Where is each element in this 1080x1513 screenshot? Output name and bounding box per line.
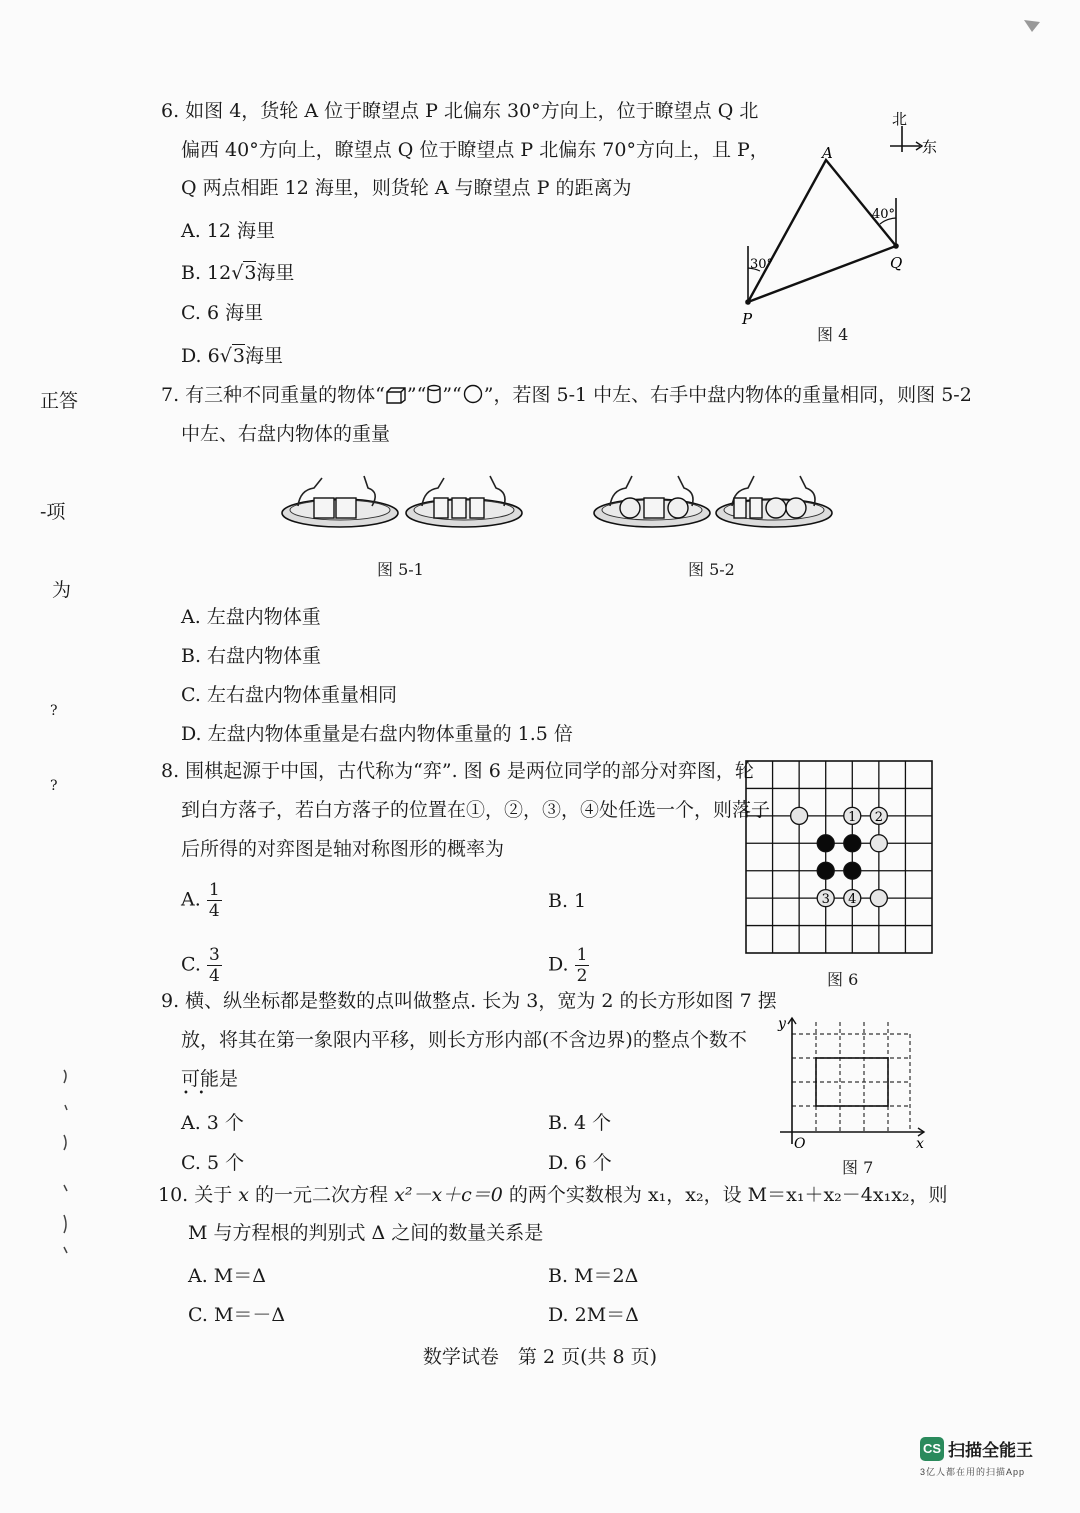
q10-variable-x: x bbox=[238, 1184, 250, 1206]
fraction bbox=[207, 880, 222, 921]
position-marker: 2 bbox=[874, 809, 883, 825]
margin-fragment: 正答 bbox=[40, 390, 79, 412]
q7-stem-part1: 7. 有三种不同重量的物体“ bbox=[161, 384, 385, 406]
margin-fragment: 为 bbox=[52, 579, 72, 601]
q6-option-b-coef: B. 12 bbox=[181, 262, 232, 284]
q10-option-d: D. 2M＝Δ bbox=[548, 1304, 639, 1326]
figure-7-coordinate-grid bbox=[772, 1012, 932, 1152]
figure-6-caption: 图 6 bbox=[827, 970, 859, 989]
margin-fragment: ? bbox=[50, 703, 58, 719]
position-marker: 3 bbox=[821, 892, 830, 908]
margin-fragment: -项 bbox=[40, 501, 66, 523]
q7-stem-line2: 中左、右盘内物体的重量 bbox=[181, 423, 391, 445]
q6-option-d: D. 6√3海里 bbox=[181, 345, 283, 367]
q8-stem-line1: 8. 围棋起源于中国，古代称为“弈”. 图 6 是两位同学的部分对弈图，轮 bbox=[161, 760, 754, 782]
q8-option-c bbox=[181, 945, 222, 986]
angle-label-30: 30° bbox=[750, 257, 774, 272]
q10-stem-line2: M 与方程根的判别式 Δ 之间的数量关系是 bbox=[188, 1222, 544, 1244]
figure-6-go-board bbox=[745, 760, 935, 956]
q8-stem-line3: 后所得的对弈图是轴对称图形的概率为 bbox=[181, 838, 505, 860]
q10-stem-part1: 10. 关于 bbox=[158, 1184, 239, 1206]
plate-5-2-right bbox=[716, 476, 832, 527]
label-a: A bbox=[822, 144, 833, 162]
q7-stem-part4: ”，若图 5-1 中左、右手中盘内物体的重量相同，则图 5-2 bbox=[483, 384, 972, 406]
x-axis-label: x bbox=[916, 1136, 924, 1152]
q9-stem-line1: 9. 横、纵坐标都是整数的点叫做整点. 长为 3，宽为 2 的长方形如图 7 摆 bbox=[161, 990, 777, 1012]
origin-label: O bbox=[794, 1136, 806, 1152]
q9-option-b: B. 4 个 bbox=[548, 1112, 612, 1134]
point-q bbox=[893, 243, 899, 249]
black-stone bbox=[844, 835, 861, 852]
figure-5-plates bbox=[280, 458, 840, 536]
q10-option-a: A. M＝Δ bbox=[188, 1265, 266, 1287]
q7-option-d: D. 左盘内物体重量是右盘内物体重量的 1.5 倍 bbox=[181, 723, 573, 745]
q10-stem-part3: 的两个实数根为 x₁，x₂，设 M＝x₁＋x₂－4x₁x₂，则 bbox=[502, 1184, 948, 1206]
corner-mark bbox=[1022, 18, 1042, 34]
position-marker: 1 bbox=[848, 809, 857, 825]
y-axis-label: y bbox=[778, 1016, 786, 1032]
plate-5-1-right bbox=[406, 476, 522, 527]
q9-option-d: D. 6 个 bbox=[548, 1152, 612, 1174]
q7-stem-line1 bbox=[161, 376, 972, 414]
q10-option-b: B. M＝2Δ bbox=[548, 1265, 639, 1287]
compass-icon bbox=[890, 110, 937, 156]
scanner-watermark bbox=[920, 1436, 1033, 1478]
q6-option-b-radicand: 3 bbox=[244, 262, 257, 284]
q8-option-d bbox=[548, 945, 589, 986]
point-p bbox=[745, 299, 751, 305]
north-label: 北 bbox=[892, 110, 908, 128]
numerator: 1 bbox=[576, 945, 588, 965]
binding-margin-marks bbox=[58, 1065, 72, 1255]
q8-option-d-label: D. bbox=[548, 953, 569, 976]
figure-4-caption: 图 4 bbox=[817, 325, 849, 344]
q6-stem-line1: 6. 如图 4，货轮 A 位于瞭望点 P 北偏东 30°方向上，位于瞭望点 Q 北 bbox=[161, 100, 759, 122]
cube-icon bbox=[385, 386, 407, 404]
denominator: 4 bbox=[208, 966, 220, 986]
page-footer: 数学试卷 第 2 页(共 8 页) bbox=[422, 1346, 658, 1368]
q9-option-a: A. 3 个 bbox=[181, 1112, 244, 1134]
emphasis-dots: • • bbox=[183, 1088, 205, 1099]
white-stone bbox=[870, 890, 887, 907]
plate-5-2-left bbox=[594, 476, 710, 527]
q7-option-c: C. 左右盘内物体重量相同 bbox=[181, 684, 397, 706]
white-stone bbox=[791, 807, 808, 824]
q6-option-c: C. 6 海里 bbox=[181, 302, 264, 324]
q10-option-c: C. M＝－Δ bbox=[188, 1304, 286, 1326]
east-label: 东 bbox=[922, 138, 938, 156]
triangle-apq bbox=[748, 160, 896, 302]
black-stone bbox=[844, 862, 861, 879]
q9-stem-line3: 可能是 bbox=[181, 1068, 239, 1090]
q6-option-d-radicand: 3 bbox=[232, 345, 245, 367]
q8-option-a bbox=[181, 880, 222, 921]
plate-5-1-left bbox=[282, 476, 398, 527]
black-stone bbox=[817, 835, 834, 852]
q9-stem-line2: 放，将其在第一象限内平移，则长方形内部(不含边界)的整点个数不 bbox=[181, 1029, 747, 1051]
position-marker: 4 bbox=[848, 892, 857, 908]
fraction bbox=[575, 945, 590, 986]
q6-option-b-unit: 海里 bbox=[256, 262, 295, 284]
q9-option-c: C. 5 个 bbox=[181, 1152, 245, 1174]
watermark-title: 扫描全能王 bbox=[948, 1441, 1033, 1460]
q6-option-b: B. 12√3海里 bbox=[181, 262, 295, 284]
figure-5-1-caption: 图 5-1 bbox=[377, 560, 424, 579]
white-stone bbox=[870, 835, 887, 852]
sphere-icon bbox=[462, 384, 484, 404]
q10-equation: x²－x＋c＝0 bbox=[394, 1184, 503, 1206]
q6-option-d-unit: 海里 bbox=[244, 345, 283, 367]
numerator: 1 bbox=[208, 880, 220, 900]
denominator: 4 bbox=[208, 901, 220, 921]
q10-stem-part2: 的一元二次方程 bbox=[249, 1184, 395, 1206]
black-stone bbox=[817, 862, 834, 879]
cylinder-icon bbox=[426, 384, 442, 404]
numerator: 3 bbox=[208, 945, 220, 965]
q8-option-a-label: A. bbox=[181, 888, 201, 911]
q10-stem-line1 bbox=[158, 1176, 948, 1214]
angle-label-40: 40° bbox=[872, 207, 896, 222]
q6-stem-line3: Q 两点相距 12 海里，则货轮 A 与瞭望点 P 的距离为 bbox=[181, 177, 632, 199]
watermark-subtitle: 3亿人都在用的扫描App bbox=[920, 1467, 1026, 1477]
q6-option-d-coef: D. 6 bbox=[181, 345, 220, 367]
q6-stem-line2: 偏西 40°方向上，瞭望点 Q 位于瞭望点 P 北偏东 70°方向上，且 P， bbox=[181, 139, 769, 161]
label-q: Q bbox=[890, 254, 903, 272]
q7-option-a: A. 左盘内物体重 bbox=[181, 606, 321, 628]
denominator: 2 bbox=[576, 966, 588, 986]
figure-7-caption: 图 7 bbox=[842, 1158, 874, 1177]
q8-option-c-label: C. bbox=[181, 953, 201, 976]
label-p: P bbox=[742, 310, 753, 328]
figure-4-triangle bbox=[730, 100, 950, 340]
fraction bbox=[207, 945, 222, 986]
q7-stem-part2: ”“ bbox=[406, 384, 427, 406]
q7-stem-part3: ”“ bbox=[442, 384, 462, 406]
q6-option-a: A. 12 海里 bbox=[181, 220, 276, 242]
margin-fragment: ? bbox=[50, 778, 58, 794]
q7-option-b: B. 右盘内物体重 bbox=[181, 645, 322, 667]
q8-stem-line2: 到白方落子，若白方落子的位置在①，②，③，④处任选一个，则落子 bbox=[181, 799, 771, 821]
figure-5-2-caption: 图 5-2 bbox=[688, 560, 735, 579]
grid-dashed-lines bbox=[792, 1022, 910, 1132]
camscanner-logo-icon: CS bbox=[920, 1437, 944, 1461]
q8-option-b: B. 1 bbox=[548, 890, 587, 912]
